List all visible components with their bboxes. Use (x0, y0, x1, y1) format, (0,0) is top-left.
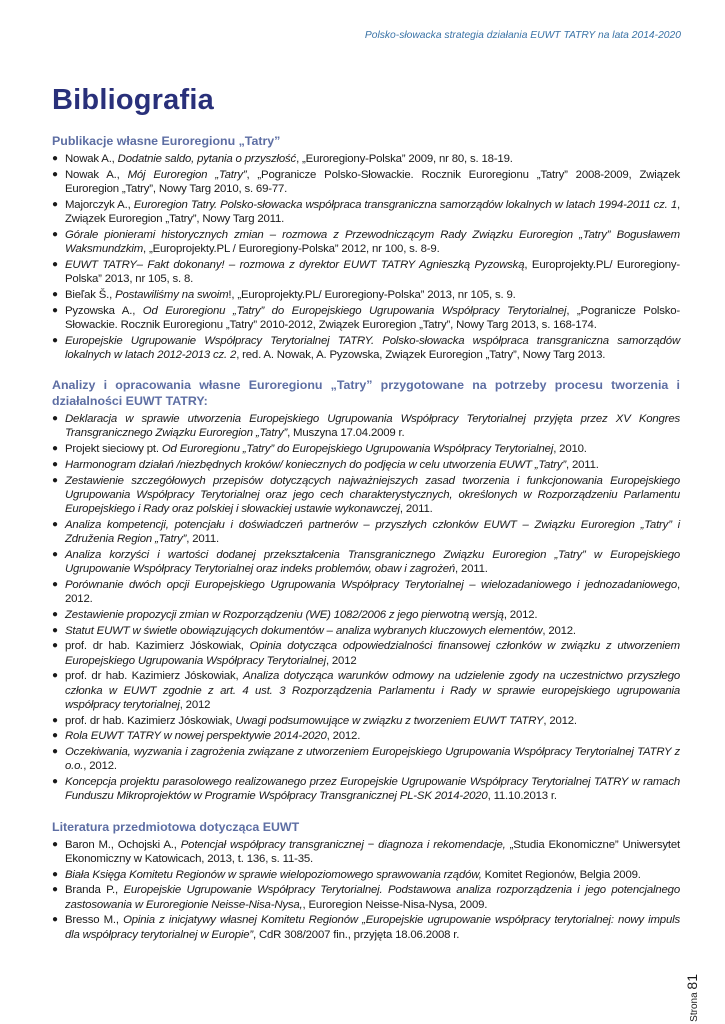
reference-item (52, 775, 680, 803)
reference-text: Majorczyk A., (65, 198, 134, 211)
bullet-icon: ● (52, 474, 58, 486)
reference-text: , 2012. (83, 760, 117, 773)
reference-title: Statut EUWT w świetle obowiązujących dokumentów – analiza wybranych kluczowych elementów (65, 624, 543, 637)
reference-text: Nowak A., (65, 153, 118, 165)
reference-item (52, 152, 680, 166)
reference-title: Od Euroregionu „Tatry” do Europejskiego Ugrupowania Współpracy Terytorialnej (142, 304, 567, 317)
reference-item (52, 913, 680, 941)
reference-title: Zestawienie szczegółowych przepisów dotyczących najważniejszych zasad tworzenia i funkcjonowania Europejskiego Ugrupowania Współpracy Terytorialnej oraz jego cech charakterystycznych, określonych w Rozporządzeniu Parlamentu Europejskiego i Rady oraz polskiej i słowackiej ustawie wykonawczej (65, 474, 680, 515)
reference-item (52, 228, 680, 256)
reference-text: , 2012. (326, 730, 361, 743)
reference-title: Koncepcja projektu parasolowego realizowanego przez Europejskie Ugrupowanie Współpracy Terytorialnej TATRY w ramach Funduszu Mikroprojektów w Programie Współpracy Transgranicznej PL-SK 2014-2020 (65, 776, 680, 803)
reference-title: Opinia z inicjatywy własnej Komitetu Regionów „Europejskie ugrupowanie współpracy terytorialnej: nowy impuls dla współpracy terytorialnej w Europie” (65, 914, 680, 941)
reference-title: Uwagi podsumowujące w związku z tworzeniem EUWT TATRY (235, 714, 544, 727)
reference-text: Pyzowska A., (65, 304, 143, 317)
reference-text: , red. A. Nowak, A. Pyzowska, Związek Euroregion „Tatry”, Nowy Targ 2013. (236, 348, 606, 361)
reference-list (52, 838, 680, 942)
reference-title: Mój Euroregion „Tatry” (127, 168, 247, 181)
reference-text: , Muszyna 17.04.2009 r. (287, 427, 405, 440)
reference-item (52, 198, 680, 226)
bullet-icon: ● (52, 868, 58, 880)
reference-item (52, 868, 680, 882)
reference-text: prof. dr hab. Kazimierz Jóskowiak, (65, 640, 250, 653)
reference-item (52, 518, 680, 546)
reference-text: , 2012. (65, 578, 680, 605)
bibliography-content (52, 133, 680, 957)
reference-item (52, 745, 680, 773)
reference-text: Nowak A., (65, 168, 128, 181)
reference-title: Deklaracja w sprawie utworzenia Europejskiego Ugrupowania Współpracy Terytorialnej przyjęta przez XV Kongres Transgranicznego Związku Euroregion „Tatry” (65, 413, 680, 440)
reference-text: , CdR 308/2007 fin., przyjęta 18.06.2008 r. (252, 928, 460, 941)
reference-text: Branda P., (65, 884, 124, 897)
bullet-icon: ● (52, 670, 58, 682)
reference-item (52, 624, 680, 638)
bullet-icon: ● (52, 288, 58, 300)
page-number (684, 974, 700, 1022)
reference-title: Zestawienie propozycji zmian w Rozporządzeniu (WE) 1082/2006 z jego pierwotną wersją (65, 608, 504, 621)
reference-item (52, 412, 680, 440)
reference-title: Opinia dotycząca odpowiedzialności finansowej członków w związku z utworzeniem Europejskiego Ugrupowania Współpracy Terytorialnej (65, 640, 680, 667)
reference-item (52, 838, 680, 866)
reference-text: , Europrojekty.PL/ Euroregiony-Polska” 2013, nr 105, s. 8. (65, 258, 680, 285)
reference-text: !, „Europrojekty.PL/ Euroregiony-Polska” 2013, nr 105, s. 9. (228, 288, 516, 301)
reference-text: , 2011. (566, 458, 599, 471)
reference-text: , 2012. (542, 624, 576, 637)
reference-title: Oczekiwania, wyzwania i zagrożenia związane z utworzeniem Europejskiego Ugrupowania Współpracy Terytorialnej TATRY z o.o. (65, 746, 680, 773)
reference-item (52, 304, 680, 332)
reference-item (52, 714, 680, 728)
reference-item (52, 458, 680, 472)
bullet-icon: ● (52, 884, 58, 896)
reference-text: , 2012 (325, 654, 357, 667)
reference-title: Od Euroregionu „Tatry” do Europejskiego Ugrupowania Współpracy Terytorialnej (161, 443, 554, 455)
reference-title: Analiza korzyści i wartości dodanej przekształcenia Transgranicznego Związku Euroregion „Tatry” w Europejskiego Ugrupowanie Współpracy Terytorialnej oraz indeks problemów, obaw i zagrożeń (65, 548, 680, 575)
bullet-icon: ● (52, 228, 58, 240)
bullet-icon: ● (52, 578, 58, 590)
page-label: Strona (689, 992, 700, 1022)
bullet-icon: ● (52, 334, 58, 346)
reference-item (52, 669, 680, 712)
bullet-icon: ● (52, 838, 58, 850)
bullet-icon: ● (52, 548, 58, 560)
bullet-icon: ● (52, 443, 58, 454)
reference-item (52, 168, 680, 196)
reference-text: , 2012. (543, 714, 577, 727)
page-title: Bibliografia (52, 84, 214, 116)
reference-item (52, 548, 680, 576)
reference-text: Bieľak Š., (65, 288, 116, 301)
reference-title: Porównanie dwóch opcji Europejskiego Ugrupowania Współpracy Terytorialnej – wielozadaniowego i jednozadaniowego (65, 578, 677, 591)
reference-text: , 2011. (399, 503, 433, 515)
reference-text: Baron M., Ochojski A., (65, 838, 181, 851)
reference-title: Postawiliśmy na swoim (115, 288, 229, 301)
bullet-icon: ● (52, 746, 58, 758)
bullet-icon: ● (52, 624, 58, 636)
reference-text: , „Pogranicze Polsko-Słowackie. Rocznik Euroregionu „Tatry” 2008-2009, Związek Euroregion „Tatry”, Nowy Targ 2010, s. 69-77. (65, 168, 680, 195)
reference-title: Górale pionierami historycznych zmian – rozmowa z Przewodniczącym Rady Związku Euroregion „Tatry” Bogusławem Waksmundzkim (65, 228, 680, 255)
reference-item (52, 288, 680, 302)
reference-item (52, 608, 680, 622)
reference-text: Komitet Regionów, Belgia 2009. (481, 868, 641, 881)
section-literature (52, 819, 680, 942)
bullet-icon: ● (52, 518, 58, 530)
reference-title: Dodatnie saldo, pytania o przyszłość (117, 153, 297, 165)
reference-title: Biała Księga Komitetu Regionów w sprawie wielopoziomowego sprawowania rządów, (65, 868, 482, 881)
bullet-icon: ● (52, 168, 58, 180)
section-heading: Analizy i opracowania własne Euroregionu „Tatry” przygotowane na potrzeby procesu tworzenia i działalności EUWT TATRY: (52, 378, 680, 408)
reference-title: Analiza dotycząca warunków odmowy na udzielenie zgody na uczestnictwo przyszłego członka w EUWT zgodnie z art. 4 ust. 3 Rozporządzenia Parlamentu i Rady w sprawie europejskiego ugrupowania współpracy terytorialnej (65, 670, 680, 711)
bullet-icon: ● (52, 458, 58, 470)
bullet-icon: ● (52, 730, 58, 742)
section-own-publications (52, 133, 680, 362)
reference-text: , „Euroregiony-Polska” 2009, nr 80, s. 18-19. (296, 153, 513, 165)
reference-title: Europejskie Ugrupowanie Współpracy Terytorialnej TATRY. Polsko-słowacka współpraca transgraniczna samorządów lokalnych w latach 2012-2013 cz. 2 (65, 334, 680, 361)
bullet-icon: ● (52, 776, 58, 788)
reference-text: , 2012 (179, 698, 211, 711)
bullet-icon: ● (52, 640, 58, 652)
section-analyses (52, 377, 680, 804)
section-heading: Literatura przedmiotowa dotycząca EUWT (52, 819, 300, 834)
reference-title: Harmonogram działań /niezbędnych kroków/ koniecznych do podjęcia w celu utworzenia EUWT „Tatry” (65, 458, 566, 471)
reference-text: prof. dr hab. Kazimierz Jóskowiak, (65, 714, 236, 727)
reference-item (52, 729, 680, 743)
running-header: Polsko-słowacka strategia działania EUWT TATRY na lata 2014-2020 (364, 30, 681, 41)
reference-item (52, 258, 680, 286)
bullet-icon: ● (52, 714, 58, 726)
reference-text: prof. dr hab. Kazimierz Jóskowiak, (65, 670, 244, 683)
reference-item (52, 883, 680, 911)
reference-list (52, 412, 680, 804)
reference-text: , 11.10.2013 r. (487, 790, 557, 803)
reference-text: , 2010. (553, 443, 587, 455)
reference-text: , 2012. (503, 608, 538, 621)
bullet-icon: ● (52, 198, 58, 210)
bullet-icon: ● (52, 914, 58, 926)
reference-title: Rola EUWT TATRY w nowej perspektywie 2014-2020 (65, 730, 327, 743)
reference-item (52, 639, 680, 667)
reference-title: EUWT TATRY– Fakt dokonany! – rozmowa z dyrektor EUWT TATRY Agnieszką Pyzowską (65, 258, 525, 271)
reference-item (52, 474, 680, 517)
reference-text: , „Pogranicze Polsko-Słowackie. Rocznik Euroregionu „Tatry” 2010-2012, Związek Euroregion „Tatry”, Nowy Targ 2013, s. 168-174. (65, 304, 680, 331)
reference-text: , Związek Euroregion „Tatry”, Nowy Targ 2011. (65, 198, 680, 225)
reference-text: Projekt sieciowy pt. (65, 443, 162, 455)
reference-title: Euroregion Tatry. Polsko-słowacka współpraca transgraniczna samorządów lokalnych w latach 1994-2011 cz. 1 (133, 198, 677, 211)
bullet-icon: ● (52, 608, 58, 620)
bullet-icon: ● (52, 258, 58, 270)
reference-title: Potencjał współpracy transgranicznej − diagnoza i rekomendacje, (180, 838, 506, 851)
reference-title: Analiza kompetencji, potencjału i doświadczeń partnerów – przyszłych członków EUWT – Związku Euroregion „Tatry” i Združenia Region „Tatry” (65, 518, 680, 545)
bullet-icon: ● (52, 413, 58, 424)
bullet-icon: ● (52, 304, 58, 316)
reference-item (52, 578, 680, 606)
reference-text: , 2011. (455, 563, 488, 575)
reference-text: „Studia Ekonomiczne” Uniwersytet Ekonomiczny w Katowicach, 2013, t. 136, s. 11-35. (65, 838, 680, 865)
reference-list (52, 152, 680, 362)
reference-text: , 2011. (186, 533, 219, 545)
reference-text: Bresso M., (65, 914, 124, 927)
reference-text: , Euroregion Neisse-Nisa-Nysa, 2009. (302, 898, 488, 911)
section-heading: Publikacje własne Euroregionu „Tatry” (52, 134, 281, 148)
page-number-value: 81 (684, 974, 700, 990)
reference-title: Europejskie Ugrupowanie Współpracy Terytorialnej. Podstawowa analiza rozporządzenia i jego potencjalnego zastosowania w Euroregionie Neisse-Nisa-Nysa, (65, 884, 680, 911)
reference-item (52, 334, 680, 362)
reference-item (52, 442, 680, 456)
reference-text: , „Europrojekty.PL / Euroregiony-Polska” 2012, nr 100, s. 8-9. (143, 243, 440, 255)
bullet-icon: ● (52, 153, 58, 164)
